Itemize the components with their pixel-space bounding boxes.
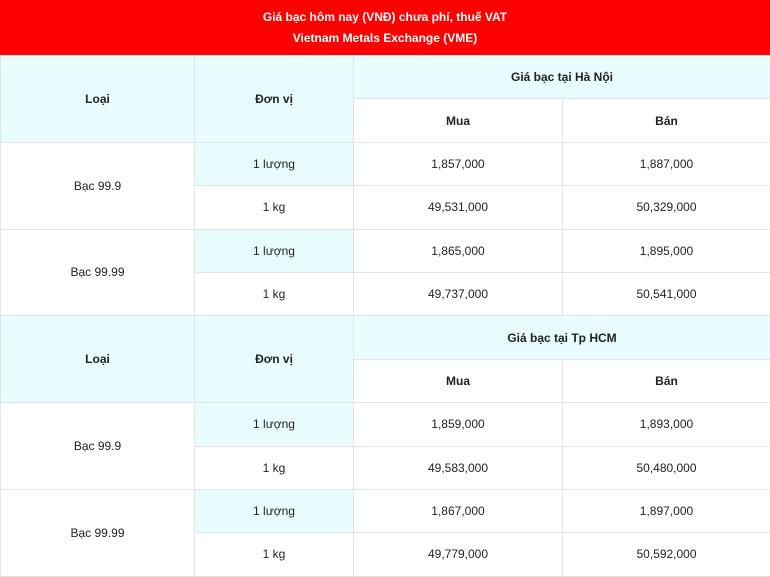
sell-price: 50,329,000: [563, 186, 770, 229]
sell-price: 1,895,000: [563, 229, 770, 272]
unit-cell: 1 kg: [195, 186, 354, 229]
unit-cell: 1 kg: [195, 533, 354, 576]
sell-price: 50,541,000: [563, 272, 770, 315]
table-row: [1, 142, 770, 185]
buy-price: 49,737,000: [354, 272, 563, 315]
column-header-unit: Đơn vị: [195, 56, 354, 143]
product-name: Bạc 99.99: [1, 229, 195, 316]
table-header-row: [1, 316, 770, 359]
unit-cell: 1 kg: [195, 272, 354, 315]
buy-price: 49,583,000: [354, 446, 563, 489]
unit-cell: 1 lượng: [195, 142, 354, 185]
unit-cell: 1 lượng: [195, 229, 354, 272]
buy-price: 1,859,000: [354, 403, 563, 446]
sell-price: 1,897,000: [563, 489, 770, 532]
sell-price: 1,893,000: [563, 403, 770, 446]
table-header-row: [1, 56, 770, 99]
unit-cell: 1 lượng: [195, 403, 354, 446]
sell-price: 1,887,000: [563, 142, 770, 185]
unit-cell: 1 lượng: [195, 489, 354, 532]
column-header-type: Loại: [1, 56, 195, 143]
region-header: Giá bạc tại Tp HCM: [354, 316, 770, 359]
unit-cell: 1 kg: [195, 446, 354, 489]
column-header-buy: Mua: [354, 359, 563, 402]
buy-price: 49,531,000: [354, 186, 563, 229]
buy-price: 1,857,000: [354, 142, 563, 185]
caption-title: Giá bạc hôm nay (VNĐ) chưa phí, thuế VAT: [263, 7, 507, 28]
product-name: Bạc 99.9: [1, 142, 195, 229]
caption-source: Vietnam Metals Exchange (VME): [293, 28, 478, 49]
table-caption: [0, 0, 770, 55]
column-header-sell: Bán: [563, 99, 770, 142]
region-header: Giá bạc tại Hà Nội: [354, 56, 770, 99]
buy-price: 49,779,000: [354, 533, 563, 576]
sell-price: 50,592,000: [563, 533, 770, 576]
buy-price: 1,865,000: [354, 229, 563, 272]
sell-price: 50,480,000: [563, 446, 770, 489]
column-header-buy: Mua: [354, 99, 563, 142]
column-header-unit: Đơn vị: [195, 316, 354, 403]
table-row: [1, 229, 770, 272]
column-header-sell: Bán: [563, 359, 770, 402]
table-row: [1, 489, 770, 532]
product-name: Bạc 99.9: [1, 403, 195, 490]
column-header-type: Loại: [1, 316, 195, 403]
table-row: [1, 403, 770, 446]
silver-price-table: [0, 55, 770, 577]
buy-price: 1,867,000: [354, 489, 563, 532]
product-name: Bạc 99.99: [1, 489, 195, 576]
